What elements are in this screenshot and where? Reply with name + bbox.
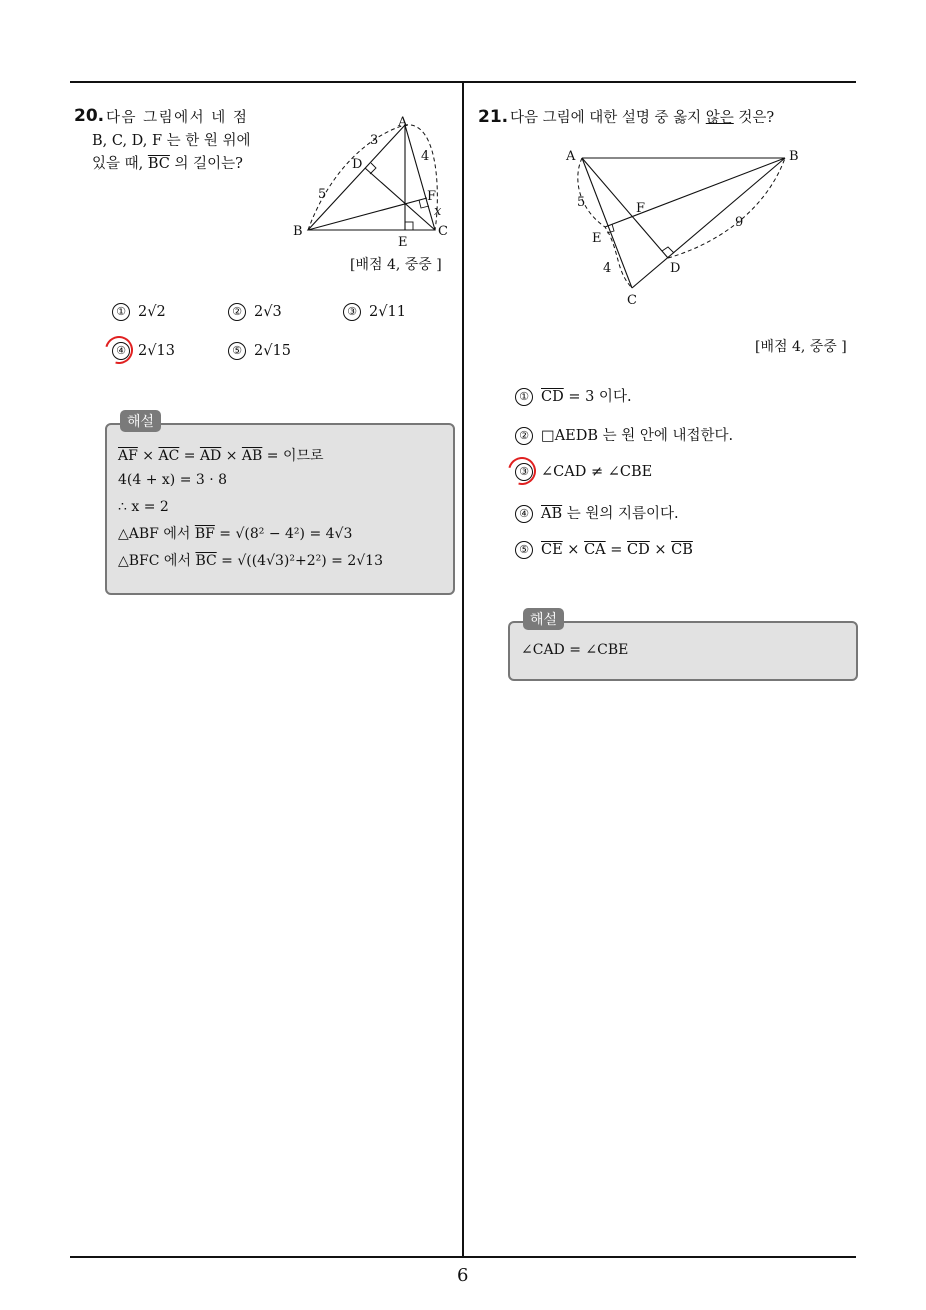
label-x: x <box>434 204 442 219</box>
q20-choice-1[interactable]: ① 2√2 <box>112 303 166 321</box>
label-5: 5 <box>318 187 327 202</box>
q20-solution-tag: 해설 <box>120 410 161 432</box>
label-9: 9 <box>735 215 744 230</box>
right-angle-d <box>370 163 376 174</box>
segment-bc: $\overline{BC}$ <box>147 156 170 172</box>
label-e: E <box>592 231 602 246</box>
segment-bc <box>632 158 785 288</box>
label-4: 4 <box>421 149 430 164</box>
label-f: F <box>636 201 646 216</box>
right-angle-d <box>662 247 674 253</box>
answer-mark-circle <box>503 452 541 490</box>
label-d: D <box>670 261 681 276</box>
label-e: E <box>398 235 408 250</box>
underlined-word: 않은 <box>705 110 734 126</box>
q20-choice-2[interactable]: ② 2√3 <box>228 303 282 321</box>
label-b: B <box>293 224 303 239</box>
q20-choice-3[interactable]: ③ 2√11 <box>343 303 406 321</box>
label-4: 4 <box>603 261 612 276</box>
q20-solution-line-3: ∴ x = 2 <box>118 499 169 515</box>
q21-number: 21. <box>478 107 509 127</box>
label-c: C <box>627 293 637 308</box>
q21-solution-line-1: ∠CAD = ∠CBE <box>521 642 629 658</box>
q20-solution-line-4: △ABF 에서 $\overline{BF} = √(8^2 - 4^2) = 4√3$ <box>118 526 353 542</box>
label-3: 3 <box>370 133 379 148</box>
question-number: 20. <box>74 106 105 126</box>
label-a: A <box>398 115 408 130</box>
label-d: D <box>352 157 363 172</box>
q21-choice-4[interactable]: ④ $\overline{AB}$ 는 원의 지름이다. <box>515 502 679 523</box>
label-5: 5 <box>577 195 586 210</box>
question-line-3: 있을 때, $\overline{BC}$ 의 길이는? <box>92 156 243 172</box>
altitude-bf <box>308 198 427 230</box>
q20-solution-line-1: $\overline{AF} \times \overline{AC} = \overline{AD} \times \overline{AB}$ = 이므로 <box>118 448 324 464</box>
q21-solution-tag: 해설 <box>523 608 564 630</box>
q21-score: [배점 4, 중중 ] <box>755 339 847 355</box>
page-number: 6 <box>457 1265 469 1286</box>
q21-choice-3[interactable]: ③ ∠CAD ≠ ∠CBE <box>515 463 652 481</box>
answer-mark-circle <box>100 331 138 369</box>
column-divider <box>462 82 464 1258</box>
q21-text: 다음 그림에 대한 설명 중 옳지 않은 것은? <box>510 110 775 126</box>
bottom-rule <box>70 1256 856 1258</box>
q20-score: [배점 4, 중중 ] <box>350 257 442 273</box>
label-f: F <box>427 189 437 204</box>
q21-choice-1[interactable]: ① $\overline{CD} = 3$ 이다. <box>515 385 632 406</box>
label-c: C <box>438 224 448 239</box>
label-b: B <box>789 149 799 164</box>
q20-figure <box>290 110 460 250</box>
q20-solution-line-5: △BFC 에서 $\overline{BC} = √((4√3)^2+2^2) = 2√13$ <box>118 553 383 569</box>
q21-figure <box>560 140 820 310</box>
q20-choice-4[interactable]: ④ 2√13 <box>112 342 175 360</box>
question-text <box>92 107 316 176</box>
q20-solution-line-2: 4(4 + x) = 3 · 8 <box>118 472 228 488</box>
q20-choice-5[interactable]: ⑤ 2√15 <box>228 342 291 360</box>
right-angle-e <box>405 222 413 230</box>
question-line-1: 다음 그림에서 네 점 <box>106 110 249 126</box>
q21-choice-2[interactable]: ② □AEDB 는 원 안에 내접한다. <box>515 424 733 445</box>
q21-choice-5[interactable]: ⑤ $\overline{CE} \times \overline{CA} = \overline{CD} \times \overline{CB}$ <box>515 541 693 559</box>
question-line-2: B, C, D, F 는 한 원 위에 <box>92 133 251 149</box>
label-a: A <box>566 149 576 164</box>
